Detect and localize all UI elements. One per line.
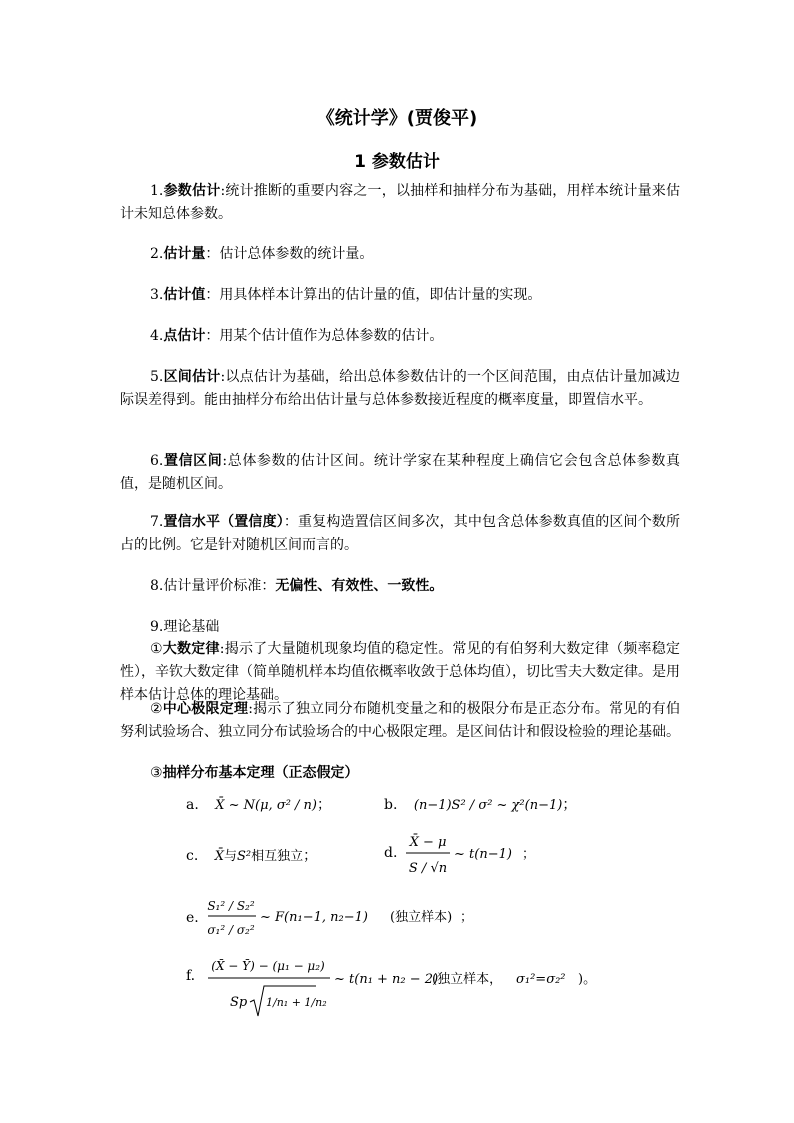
paragraph-text: 估计量评价标准： (163, 578, 276, 594)
formula-e-label: e. (186, 910, 199, 926)
document-title: 《统计学》(贾俊平) (316, 108, 478, 129)
formula-expression: (n−1)S² / σ² ~ χ²(n−1) (413, 798, 563, 813)
formula-note: (独立样本， (432, 972, 503, 987)
formula-a (186, 794, 331, 814)
paragraph-text: 以点估计为基础，给出总体参数估计的一个区间范围，由点估计量加减边际误差得到。能由抽样分布给出估计量与总体参数接近程度的概率度量，即置信水平。 (120, 369, 681, 408)
formula-rhs: ~ t(n−1) (454, 847, 512, 862)
formula-tail: ； (460, 910, 474, 925)
paragraph-separator: : (220, 369, 226, 385)
formula-tail: ； (303, 848, 318, 864)
formula-rhs: ~ t(n₁ + n₂ − 2) (334, 972, 439, 987)
paragraph-6 (120, 450, 680, 496)
formula-xbar: X̄ (214, 849, 225, 864)
paragraph-number: 3. (150, 287, 164, 303)
item-separator: : (219, 641, 225, 657)
paragraph-term: 置信水平（置信度） (163, 514, 284, 530)
item-term: 抽样分布基本定理（正态假定） (162, 765, 359, 781)
formula-condition: σ₁²=σ₂² (516, 972, 566, 987)
paragraph-number: 8. (150, 578, 164, 594)
formula-label: c. (186, 848, 199, 864)
formula-tail: ； (317, 797, 331, 813)
fraction-denominator: σ₁² / σ₂² (207, 923, 255, 937)
paragraph-1 (120, 180, 680, 226)
item-separator: : (248, 701, 253, 717)
formula-tail: ； (522, 847, 536, 862)
fraction-numerator: X̄ − μ (409, 835, 447, 850)
paragraph-separator: ： (205, 246, 220, 262)
item-marker: ② (150, 701, 163, 717)
paragraph-number: 7. (150, 514, 164, 530)
paragraph-4 (120, 325, 680, 348)
paragraph-term: 置信区间 (163, 453, 223, 469)
formula-f (206, 950, 606, 1030)
paragraph-text: 估计总体参数的统计量。 (219, 246, 374, 262)
item-term: 中心极限定理 (162, 701, 249, 717)
paragraph-term: 估计量 (163, 246, 206, 262)
theory-item-3 (120, 762, 680, 785)
item-text: 揭示了独立同分布随机变量之和的极限分布是正态分布。常见的有伯努利试验场合、独立同分布试验场合的中心极限定理。是区间估计和假设检验的理论基础。 (120, 701, 681, 740)
paragraph-term: 点估计 (163, 328, 206, 344)
paragraph-term: 区间估计 (163, 369, 221, 385)
theory-heading: 9.理论基础 (150, 619, 220, 635)
paragraph-3 (120, 284, 680, 307)
formula-label: b. (384, 797, 398, 813)
fraction-numerator: (X̄ − Ȳ) − (μ₁ − μ₂) (211, 959, 325, 973)
paragraph-7 (120, 511, 680, 557)
theory-item-2 (120, 698, 680, 744)
theory-item-1 (120, 638, 680, 707)
paragraph-separator: ： (205, 287, 220, 303)
formula-connector: 与 (224, 849, 238, 864)
formula-d-label: d. (384, 845, 398, 861)
paragraph-number: 5. (150, 369, 164, 385)
fraction-numerator: S₁² / S₂² (207, 899, 255, 913)
paragraph-text: 总体参数的估计区间。统计学家在某种程度上确信它会包含总体参数真值，是随机区间。 (120, 453, 681, 492)
paragraph-2 (120, 243, 680, 266)
formula-s2: S² (237, 849, 252, 864)
paragraph-bold-text: 无偏性、有效性、一致性。 (275, 578, 444, 594)
paragraph-text: 统计推断的重要内容之一，以抽样和抽样分布为基础，用样本统计量来估计未知总体参数。 (120, 183, 681, 222)
paragraph-text: 重复构造置信区间多次，其中包含总体参数真值的区间个数所占的比例。它是针对随机区间而言的。 (120, 514, 681, 553)
paragraph-separator: ： (283, 514, 299, 530)
item-marker: ① (150, 641, 163, 657)
paragraph-number: 1. (150, 183, 164, 199)
paragraph-text: 用具体样本计算出的估计量的值，即估计量的实现。 (219, 287, 542, 303)
paragraph-number: 2. (150, 246, 164, 262)
item-text: 揭示了大量随机现象均值的稳定性。常见的有伯努利大数定律（频率稳定性），辛钦大数定律（简单随机样本均值依概率收敛于总体均值），切比雪夫大数定律。是用样本估计总体的理论基础。 (120, 641, 681, 703)
paragraph-term: 参数估计 (163, 183, 221, 199)
paragraph-5 (120, 366, 680, 412)
formula-b (384, 794, 576, 814)
formula-f-label: f. (186, 968, 196, 984)
paragraph-8 (120, 575, 680, 598)
formula-e (206, 890, 496, 946)
formula-rest: 相互独立 (251, 849, 304, 864)
paragraph-term: 估计值 (163, 287, 206, 303)
formula-d (404, 826, 544, 886)
paragraph-separator: ： (205, 328, 220, 344)
paragraph-number: 4. (150, 328, 164, 344)
formula-expression: X̄ ~ N(μ, σ² / n) (215, 798, 317, 813)
formula-tail: ； (562, 797, 577, 813)
denominator-sp: Sp (230, 995, 248, 1010)
denominator-root: 1/n₁ + 1/n₂ (266, 996, 327, 1009)
paragraph-separator: : (220, 183, 226, 199)
item-marker: ③ (150, 765, 163, 781)
formula-note: (独立样本) (390, 910, 453, 925)
paragraph-number: 6. (150, 453, 164, 469)
fraction-denominator: S / √n (408, 861, 448, 876)
paragraph-separator: : (222, 453, 228, 469)
section-title: 1 参数估计 (354, 152, 440, 172)
formula-rhs: ~ F(n₁−1, n₂−1) (260, 910, 368, 925)
formula-c (186, 845, 317, 865)
paragraph-text: 用某个估计值作为总体参数的估计。 (219, 328, 444, 344)
formula-tail: )。 (578, 972, 597, 987)
item-term: 大数定律 (162, 641, 220, 657)
formula-label: a. (186, 797, 199, 813)
